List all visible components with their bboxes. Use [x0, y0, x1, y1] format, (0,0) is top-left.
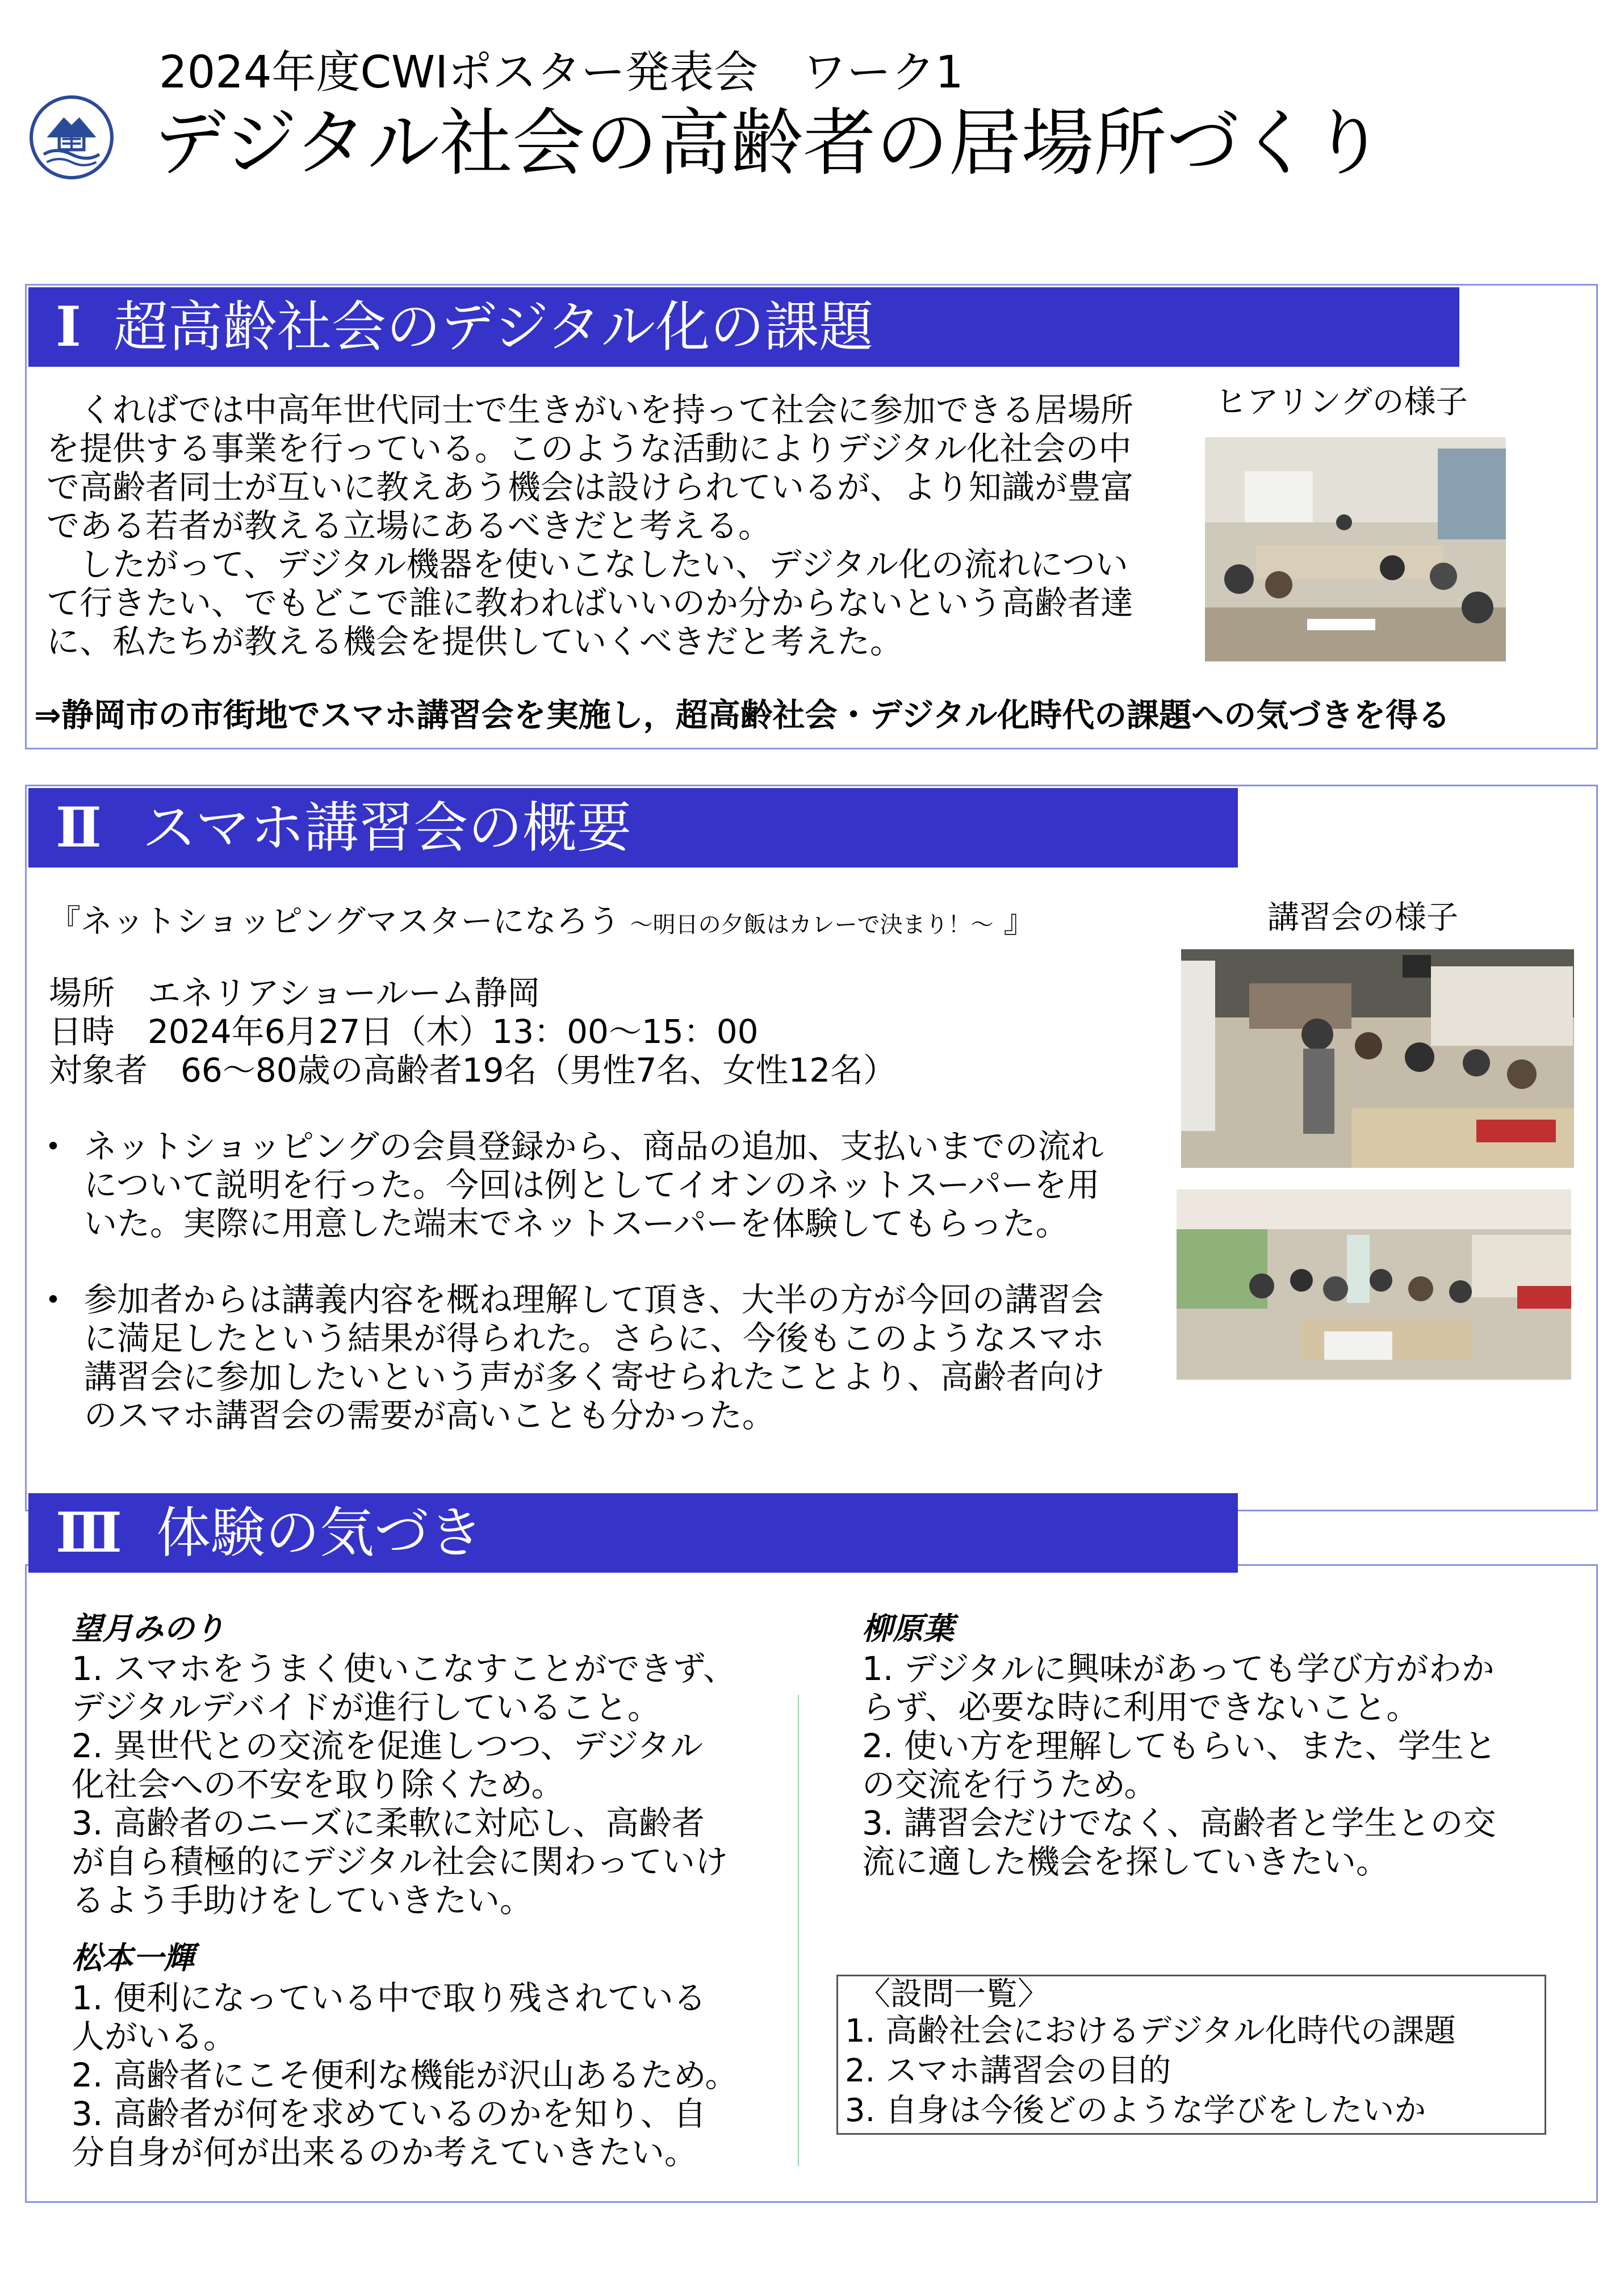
person-name: 望月みのり — [72, 1611, 225, 1646]
body-line: したがって、デジタル機器を使いこなしたい、デジタル化の流れについ — [47, 545, 1128, 584]
university-seal-icon — [30, 95, 114, 179]
list-item — [45, 1127, 1158, 1243]
section-1-banner — [28, 287, 1459, 367]
reflection-line: 流に適した機会を探していきたい。 — [862, 1842, 1389, 1881]
body-line: くればでは中高年世代同士で生きがいを持って社会に参加できる居場所 — [47, 391, 1134, 429]
section-3-heading: 体験の気づき — [156, 1501, 483, 1565]
course-info — [49, 974, 896, 1090]
reflection-line: 3. 講習会だけでなく、高齢者と学生との交 — [862, 1804, 1496, 1842]
hearing-photo — [1205, 437, 1506, 661]
reflection-line: らず、必要な時に利用できないこと。 — [862, 1688, 1420, 1727]
section-1-body — [47, 391, 1182, 661]
lecture-photo-2 — [1177, 1189, 1571, 1380]
course-title — [49, 903, 1035, 944]
reflection-line: 化社会への不安を取り除くため。 — [72, 1765, 564, 1804]
poster-title: デジタル社会の高齢者の居場所づくり — [153, 101, 1385, 186]
body-line: に、私たちが教える機会を提供していくべきだと考えた。 — [47, 622, 903, 661]
bullet-line: 参加者からは講義内容を概ね理解して頂き、大半の方が今回の講習会 — [84, 1280, 1104, 1319]
reflection-line: 2. 使い方を理解してもらい、また、学生と — [862, 1727, 1497, 1765]
reflection-line: 2. 異世代との交流を促進しつつ、デジタル — [72, 1727, 703, 1765]
section-1-heading: 超高齢社会のデジタル化の課題 — [114, 295, 874, 359]
place-row — [49, 974, 896, 1012]
reflection-line: デジタルデバイドが進行していること。 — [72, 1688, 661, 1727]
date-label: 日時 — [49, 1012, 115, 1051]
body-line: を提供する事業を行っている。このような活動によりデジタル化社会の中 — [47, 429, 1132, 468]
target-value: 66～80歳の高齢者19名（男性7名、女性12名） — [181, 1051, 897, 1090]
reflection-line: 3. 高齢者のニーズに柔軟に対応し、高齢者 — [72, 1804, 705, 1842]
reflection-line: 1. スマホをうまく使いこなすことができず、 — [72, 1649, 736, 1688]
section-1-conclusion: ⇒静岡市の市街地でスマホ講習会を実施し，超高齢社会・デジタル化時代の課題への気づきを得る — [34, 697, 1451, 734]
section-3-number: Ⅲ — [56, 1501, 122, 1565]
section-2-heading: スマホ講習会の概要 — [142, 796, 632, 860]
person-name: 松本一輝 — [72, 1940, 194, 1976]
reflection-matsumoto — [72, 1939, 810, 2172]
body-line: て行きたい、でもどこで誰に教わればいいのか分からないという高齢者達 — [47, 584, 1134, 622]
question-item: 2. スマホ講習会の目的 — [845, 2052, 1171, 2089]
course-subtitle: ～明日の夕飯はカレーで決まり！～ — [630, 912, 994, 938]
section-2-banner — [28, 788, 1238, 868]
person-name: 柳原葉 — [862, 1611, 954, 1646]
reflection-line: 1. 便利になっている中で取り残されている — [72, 1979, 706, 2017]
column-divider — [798, 1695, 799, 2166]
bullet-line: のスマホ講習会の需要が高いことも分かった。 — [84, 1396, 775, 1435]
bullet-dot: • — [45, 1131, 61, 1162]
date-row — [49, 1012, 896, 1051]
bullet-line: いた。実際に用意した端末でネットスーパーを体験してもらった。 — [84, 1204, 1069, 1243]
reflection-mochizuki — [72, 1610, 810, 1920]
reflection-line: るよう手助けをしていきたい。 — [72, 1881, 533, 1920]
reflection-line: 2. 高齢者にこそ便利な機能が沢山あるため。 — [72, 2056, 738, 2094]
body-line: である若者が教える立場にあるべきだと考える。 — [47, 506, 772, 545]
reflection-line: が自ら積極的にデジタル社会に関わっていけ — [72, 1842, 728, 1881]
question-item: 3. 自身は今後どのような学びをしたいか — [845, 2092, 1426, 2129]
lecture-photo-1 — [1181, 949, 1574, 1168]
questions-box — [836, 1975, 1546, 2135]
bullet-line: ネットショッピングの会員登録から、商品の追加、支払いまでの流れ — [84, 1127, 1104, 1166]
question-item: 1. 高齢社会におけるデジタル化時代の課題 — [845, 2013, 1456, 2050]
section-2-number: Ⅱ — [56, 795, 102, 860]
place-label: 場所 — [49, 974, 115, 1012]
reflection-line: 分自身が何が出来るのか考えていきたい。 — [72, 2133, 698, 2172]
reflection-yanagihara — [862, 1610, 1589, 1881]
target-label: 対象者 — [49, 1051, 148, 1090]
questions-heading: 〈設問一覧〉 — [859, 1976, 1049, 2013]
date-value: 2024年6月27日（木）13：00～15：00 — [148, 1012, 759, 1051]
target-row — [49, 1051, 896, 1090]
body-line: で高齢者同士が互いに教えあう機会は設けられているが、より知識が豊富 — [47, 468, 1134, 506]
bullet-line: に満足したという結果が得られた。さらに、今後もこのようなスマホ — [84, 1319, 1104, 1358]
poster-subtitle: 2024年度CWIポスター発表会 ワーク1 — [159, 47, 964, 98]
place-value: エネリアショールーム静岡 — [148, 974, 541, 1012]
reflection-line: 1. デジタルに興味があっても学び方がわか — [862, 1649, 1495, 1688]
bullet-line: 講習会に参加したいという声が多く寄せられたことより、高齢者向け — [84, 1358, 1106, 1396]
course-title-main: 『ネットショッピングマスターになろう — [49, 903, 620, 940]
bullet-dot: • — [45, 1284, 61, 1315]
course-title-close: 』 — [1003, 903, 1036, 940]
section-1-number: Ⅰ — [56, 295, 81, 359]
section-3-banner — [28, 1493, 1238, 1573]
reflection-line: 3. 高齢者が何を求めているのかを知り、自 — [72, 2094, 706, 2133]
lecture-photo-caption: 講習会の様子 — [1267, 899, 1458, 936]
reflection-line: 人がいる。 — [72, 2017, 237, 2056]
hearing-photo-caption: ヒアリングの様子 — [1215, 384, 1468, 421]
list-item — [45, 1280, 1158, 1435]
reflection-line: の交流を行うため。 — [862, 1765, 1157, 1804]
bullet-line: について説明を行った。今回は例としてイオンのネットスーパーを用 — [84, 1166, 1100, 1204]
